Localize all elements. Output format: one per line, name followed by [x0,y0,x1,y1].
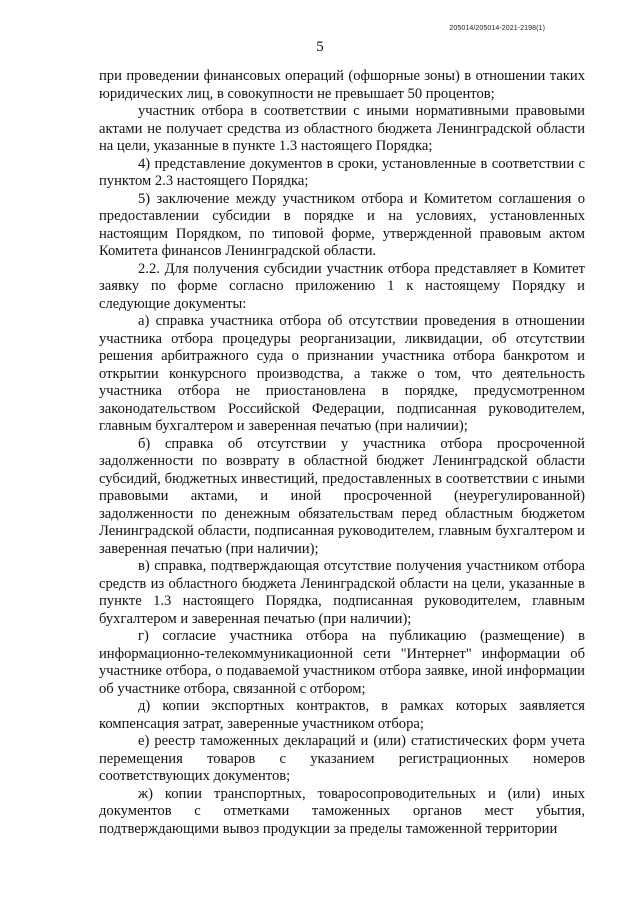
document-id: 205014/205014-2021-2198(1) [449,25,545,32]
paragraph: при проведении финансовых операций (офшорные зоны) в отношении таких юридических лиц, в совокупности не превышает 50 процентов; [99,68,585,102]
paragraph: в) справка, подтверждающая отсутствие получения участником отбора средств из областного бюджета Ленинградской области на цели, указанные в пункте 1.3 настоящего Порядка, подписанная руководителем, главным бухгалтером и заверенная печатью (при наличии); [99,558,585,627]
paragraph: 2.2. Для получения субсидии участник отбора представляет в Комитет заявку по форме согласно приложению 1 к настоящему Порядку и следующие документы: [99,260,585,312]
paragraph: ж) копии транспортных, товаросопроводительных и (или) иных документов с отметками таможенных органов мест убытия, подтверждающими вывоз продукции за пределы таможенной территории [99,785,585,837]
paragraph: 4) представление документов в сроки, установленные в соответствии с пунктом 2.3 настоящего Порядка; [99,155,585,189]
paragraph: б) справка об отсутствии у участника отбора просроченной задолженности по возврату в областной бюджет Ленинградской области субсидий, бюджетных инвестиций, предоставленных в соответствии с иными правовыми актами, и иной просроченной (неурегулированной) задолженности по денежным обязательствам перед областным бюджетом Ленинградской области, подписанная руководителем, главным бухгалтером и заверенная печатью (при наличии); [99,435,585,557]
paragraph: участник отбора в соответствии с иными нормативными правовыми актами не получает средства из областного бюджета Ленинградской области на цели, указанные в пункте 1.3 настоящего Порядка; [99,103,585,154]
paragraph: е) реестр таможенных деклараций и (или) статистических форм учета перемещения товаров с указанием регистрационных номеров соответствующих документов; [99,733,585,784]
document-body [99,68,585,838]
paragraph: 5) заключение между участником отбора и Комитетом соглашения о предоставлении субсидии в порядке и на условиях, установленных настоящим Порядком, по типовой форме, утвержденной правовым актом Комитета финансов Ленинградской области. [99,190,585,259]
paragraph: а) справка участника отбора об отсутствии проведения в отношении участника отбора процедуры реорганизации, ликвидации, об отсутствии решения арбитражного суда о признании участника отбора банкротом и открытии конкурсного производства, а также о том, что деятельность участника отбора не приостановлена в порядке, предусмотренном законодательством Российской Федерации, подписанная руководителем, главным бухгалтером и заверенная печатью (при наличии); [99,313,585,434]
paragraph: д) копии экспортных контрактов, в рамках которых заявляется компенсация затрат, заверенные участником отбора; [99,698,585,732]
page-number: 5 [316,39,324,55]
paragraph: г) согласие участника отбора на публикацию (размещение) в информационно-телекоммуникационной сети "Интернет" информации об участнике отбора, о подаваемой участником отбора заявке, иной информации об участнике отбора, связанной с отбором; [99,628,585,697]
